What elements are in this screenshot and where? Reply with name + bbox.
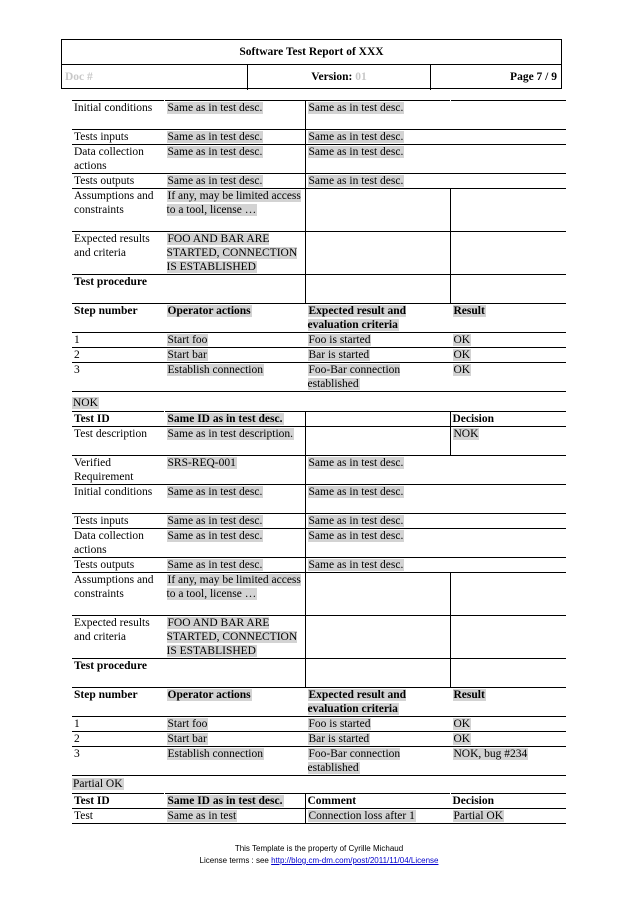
col-header: Expected result and evaluation criteria xyxy=(307,689,407,715)
step-row xyxy=(72,717,566,732)
cell-value: Same as in test desc. xyxy=(167,146,263,158)
row-label: Expected results and criteria xyxy=(72,232,164,275)
cell-value: Same as in test desc. xyxy=(308,175,404,187)
row-label: Initial conditions xyxy=(72,485,164,514)
page-header xyxy=(61,39,562,89)
step-row xyxy=(72,732,566,747)
row-label: Tests inputs xyxy=(72,514,164,529)
step-number: 2 xyxy=(72,732,164,747)
cell-value: Same as in test desc. xyxy=(167,486,263,498)
row-label: Test procedure xyxy=(72,659,164,688)
section-label-nok: NOK xyxy=(73,397,98,409)
row-label: Test xyxy=(72,809,164,824)
cell-value: Same as in test desc. xyxy=(167,530,263,542)
row-label: Expected results and criteria xyxy=(72,616,164,659)
footer-property-notice: This Template is the property of Cyrille Michaud xyxy=(234,844,404,853)
row-label: Test description xyxy=(72,427,164,456)
table-row xyxy=(72,456,566,485)
step-number: 3 xyxy=(72,363,164,392)
step-result: OK xyxy=(453,364,471,376)
step-row xyxy=(72,747,566,776)
table-row xyxy=(72,659,566,688)
step-expected: Foo-Bar connection established xyxy=(307,748,401,774)
table-row xyxy=(72,529,566,558)
cell-value: Decision xyxy=(450,794,566,809)
step-header-row xyxy=(72,688,566,717)
step-number: 1 xyxy=(72,717,164,732)
cell-value: Same as in test desc. xyxy=(167,102,263,114)
version-value: 01 xyxy=(355,71,367,83)
cell-value: Same ID as in test desc. xyxy=(167,795,283,807)
cell-value: Same as in test desc. xyxy=(308,131,404,143)
col-header: Operator actions xyxy=(167,305,251,317)
table-row xyxy=(72,573,566,616)
table-row xyxy=(72,232,566,275)
cell-value: Comment xyxy=(305,794,450,809)
step-action: Establish connection xyxy=(167,364,263,376)
cell-value: Same as in test desc. xyxy=(167,175,263,187)
cell-value: Same as in test desc. xyxy=(308,146,404,158)
step-number: 2 xyxy=(72,348,164,363)
footer-license-prefix: License terms : see xyxy=(199,856,272,865)
table-row xyxy=(72,101,566,130)
step-number: 1 xyxy=(72,333,164,348)
version-label: Version: xyxy=(311,71,353,83)
cell-value: Same ID as in test desc. xyxy=(167,413,283,425)
cell-value: Decision xyxy=(450,412,566,427)
step-action: Start bar xyxy=(167,733,207,745)
footer-license-line xyxy=(0,855,638,867)
cell-value: Same as in test desc. xyxy=(308,457,404,469)
cell-value: If any, may be limited access to a tool, license … xyxy=(166,190,301,216)
col-header: Operator actions xyxy=(167,689,251,701)
cell-value: Same as in test desc. xyxy=(308,559,404,571)
table-row xyxy=(72,616,566,659)
row-label: Tests outputs xyxy=(72,174,164,189)
step-expected: Bar is started xyxy=(308,733,370,745)
cell-value: Same as in test desc. xyxy=(308,515,404,527)
cell-value: If any, may be limited access to a tool, license … xyxy=(166,574,301,600)
page-footer xyxy=(0,843,638,867)
row-label: Verified Requirement xyxy=(72,456,164,485)
section-label-partial-ok: Partial OK xyxy=(73,778,123,790)
license-link[interactable]: http://blog.cm-dm.com/post/2011/11/04/License xyxy=(271,856,439,865)
test-table-nok xyxy=(72,411,566,776)
cell-value: NOK xyxy=(453,428,479,440)
col-header: Result xyxy=(453,305,485,317)
step-action: Establish connection xyxy=(167,748,263,760)
table-row xyxy=(72,275,566,304)
table-row xyxy=(72,412,566,427)
col-header: Step number xyxy=(72,688,164,717)
test-table-1 xyxy=(72,100,566,392)
row-label: Tests inputs xyxy=(72,130,164,145)
step-row xyxy=(72,363,566,392)
cell-value: Partial OK xyxy=(453,810,504,822)
step-result: OK xyxy=(453,349,471,361)
step-result: NOK, bug #234 xyxy=(453,748,528,760)
cell-value: Same as in test desc. xyxy=(308,102,404,114)
table-row xyxy=(72,794,566,809)
table-row xyxy=(72,427,566,456)
row-label: Test procedure xyxy=(72,275,164,304)
step-result: OK xyxy=(453,334,471,346)
step-row xyxy=(72,333,566,348)
step-expected: Foo-Bar connection established xyxy=(307,364,401,390)
step-header-row xyxy=(72,304,566,333)
row-label: Data collection actions xyxy=(72,145,164,174)
table-row xyxy=(72,514,566,529)
cell-value: Same as in test desc. xyxy=(167,131,263,143)
step-action: Start foo xyxy=(167,718,208,730)
step-action: Start bar xyxy=(167,349,207,361)
row-label: Test ID xyxy=(72,412,164,427)
col-header: Step number xyxy=(72,304,164,333)
step-expected: Foo is started xyxy=(308,334,371,346)
cell-value: Same as in test xyxy=(167,810,237,822)
cell-value: Same as in test desc. xyxy=(308,530,404,542)
step-expected: Foo is started xyxy=(308,718,371,730)
table-row xyxy=(72,130,566,145)
table-row xyxy=(72,145,566,174)
cell-value: Same as in test desc. xyxy=(167,559,263,571)
step-result: OK xyxy=(453,733,471,745)
step-row xyxy=(72,348,566,363)
step-result: OK xyxy=(453,718,471,730)
row-label: Initial conditions xyxy=(72,101,164,130)
row-label: Assumptions and constraints xyxy=(72,573,164,616)
step-action: Start foo xyxy=(167,334,208,346)
page-number: Page 7 / 9 xyxy=(510,71,557,83)
row-label: Data collection actions xyxy=(72,529,164,558)
cell-value: Same as in test desc. xyxy=(308,486,404,498)
cell-value: Same as in test description. xyxy=(167,428,294,440)
version-info xyxy=(248,65,431,90)
cell-value: Connection loss after 1 xyxy=(308,810,415,822)
table-row xyxy=(72,174,566,189)
row-label: Assumptions and constraints xyxy=(72,189,164,232)
step-number: 3 xyxy=(72,747,164,776)
table-row xyxy=(72,558,566,573)
cell-value: FOO AND BAR ARE STARTED, CONNECTION IS ESTABLISHED xyxy=(166,233,298,273)
doc-number: Doc # xyxy=(62,65,248,90)
cell-value: FOO AND BAR ARE STARTED, CONNECTION IS ESTABLISHED xyxy=(166,617,298,657)
row-label: Test ID xyxy=(72,794,164,809)
table-row xyxy=(72,485,566,514)
col-header: Expected result and evaluation criteria xyxy=(307,305,407,331)
table-row xyxy=(72,809,566,824)
row-label: Tests outputs xyxy=(72,558,164,573)
document-title: Software Test Report of XXX xyxy=(62,40,561,65)
cell-value: SRS-REQ-001 xyxy=(167,457,236,469)
cell-value: Same as in test desc. xyxy=(167,515,263,527)
col-header: Result xyxy=(453,689,485,701)
table-row xyxy=(72,189,566,232)
test-table-partial-ok xyxy=(72,793,566,824)
step-expected: Bar is started xyxy=(308,349,370,361)
